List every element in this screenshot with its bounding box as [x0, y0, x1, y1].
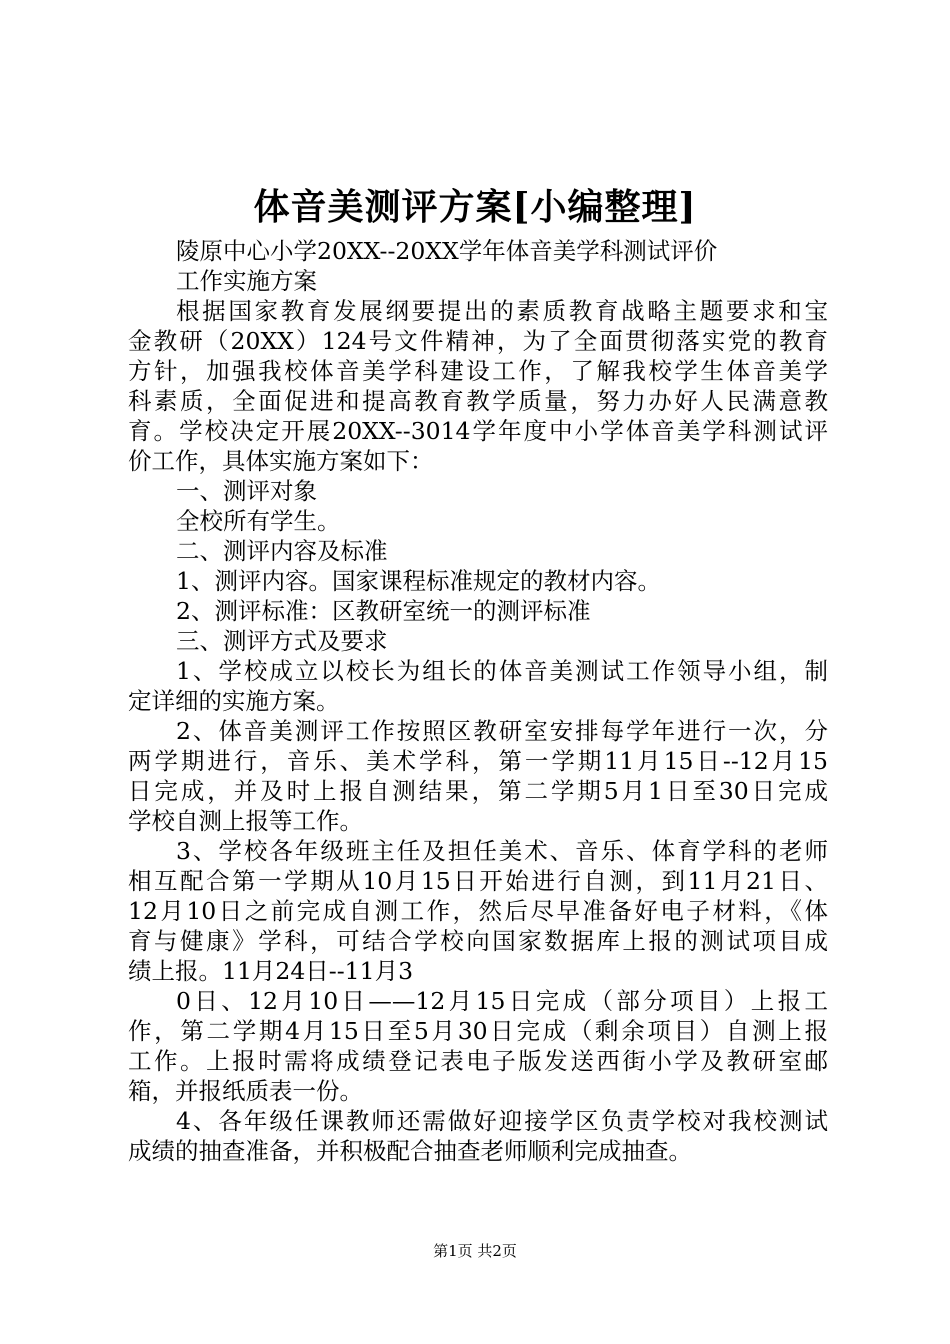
- body-line: 3、学校各年级班主任及担任美术、音乐、体育学科的老师: [176, 837, 828, 865]
- body-line: 相互配合第一学期从10月15日开始进行自测，到11月21日、: [128, 867, 828, 895]
- body-line: 4、各年级任课教师还需做好迎接学区负责学校对我校测试: [176, 1107, 828, 1135]
- body-line: 2、测评标准：区教研室统一的测评标准: [176, 597, 591, 625]
- body-line: 价工作，具体实施方案如下：: [128, 447, 434, 475]
- body-line: 育与健康》学科，可结合学校向国家数据库上报的测试项目成: [128, 927, 828, 955]
- body-line: 育。学校决定开展20XX--3014学年度中小学体音美学科测试评: [128, 417, 828, 445]
- section-heading: 二、测评内容及标准: [176, 537, 388, 565]
- body-line: 12月10日之前完成自测工作，然后尽早准备好电子材料，《体: [128, 897, 828, 925]
- body-line: 1、学校成立以校长为组长的体音美测试工作领导小组，制: [176, 657, 828, 685]
- page-number-footer: 第1页 共2页: [433, 1242, 517, 1260]
- document-title: 体音美测评方案[小编整理]: [253, 186, 697, 228]
- document-body: [128, 236, 828, 1166]
- body-line: 金教研（20XX）124号文件精神，为了全面贯彻落实党的教育: [128, 327, 828, 355]
- body-line: 2、体音美测评工作按照区教研室安排每学年进行一次，分: [176, 717, 828, 745]
- body-line: 科素质，全面促进和提高教育教学质量，努力办好人民满意教: [128, 387, 828, 415]
- body-line: 绩上报。11月24日--11月3: [128, 957, 414, 985]
- body-line: 0日、12月10日——12月15日完成（部分项目）上报工: [176, 987, 828, 1015]
- body-line: 根据国家教育发展纲要提出的素质教育战略主题要求和宝: [176, 297, 828, 325]
- body-line: 定详细的实施方案。: [128, 687, 340, 715]
- body-line: 全校所有学生。: [176, 507, 341, 535]
- body-line: 日完成，并及时上报自测结果，第二学期5月1日至30日完成: [128, 777, 828, 805]
- body-line: 两学期进行，音乐、美术学科，第一学期11月15日--12月15: [128, 747, 828, 775]
- body-line: 箱，并报纸质表一份。: [128, 1077, 363, 1105]
- body-line: 学校自测上报等工作。: [128, 807, 363, 835]
- section-heading: 三、测评方式及要求: [176, 627, 388, 655]
- body-line: 工作实施方案: [176, 267, 317, 295]
- body-line: 成绩的抽查准备，并积极配合抽查老师顺利完成抽查。: [128, 1137, 692, 1165]
- body-line: 陵原中心小学20XX--20XX学年体音美学科测试评价: [176, 237, 718, 265]
- body-line: 1、测评内容。国家课程标准规定的教材内容。: [176, 567, 661, 595]
- section-heading: 一、测评对象: [176, 477, 317, 505]
- body-line: 工作。上报时需将成绩登记表电子版发送西街小学及教研室邮: [128, 1047, 828, 1075]
- body-line: 作，第二学期4月15日至5月30日完成（剩余项目）自测上报: [128, 1017, 828, 1045]
- body-line: 方针，加强我校体音美学科建设工作，了解我校学生体音美学: [128, 357, 828, 385]
